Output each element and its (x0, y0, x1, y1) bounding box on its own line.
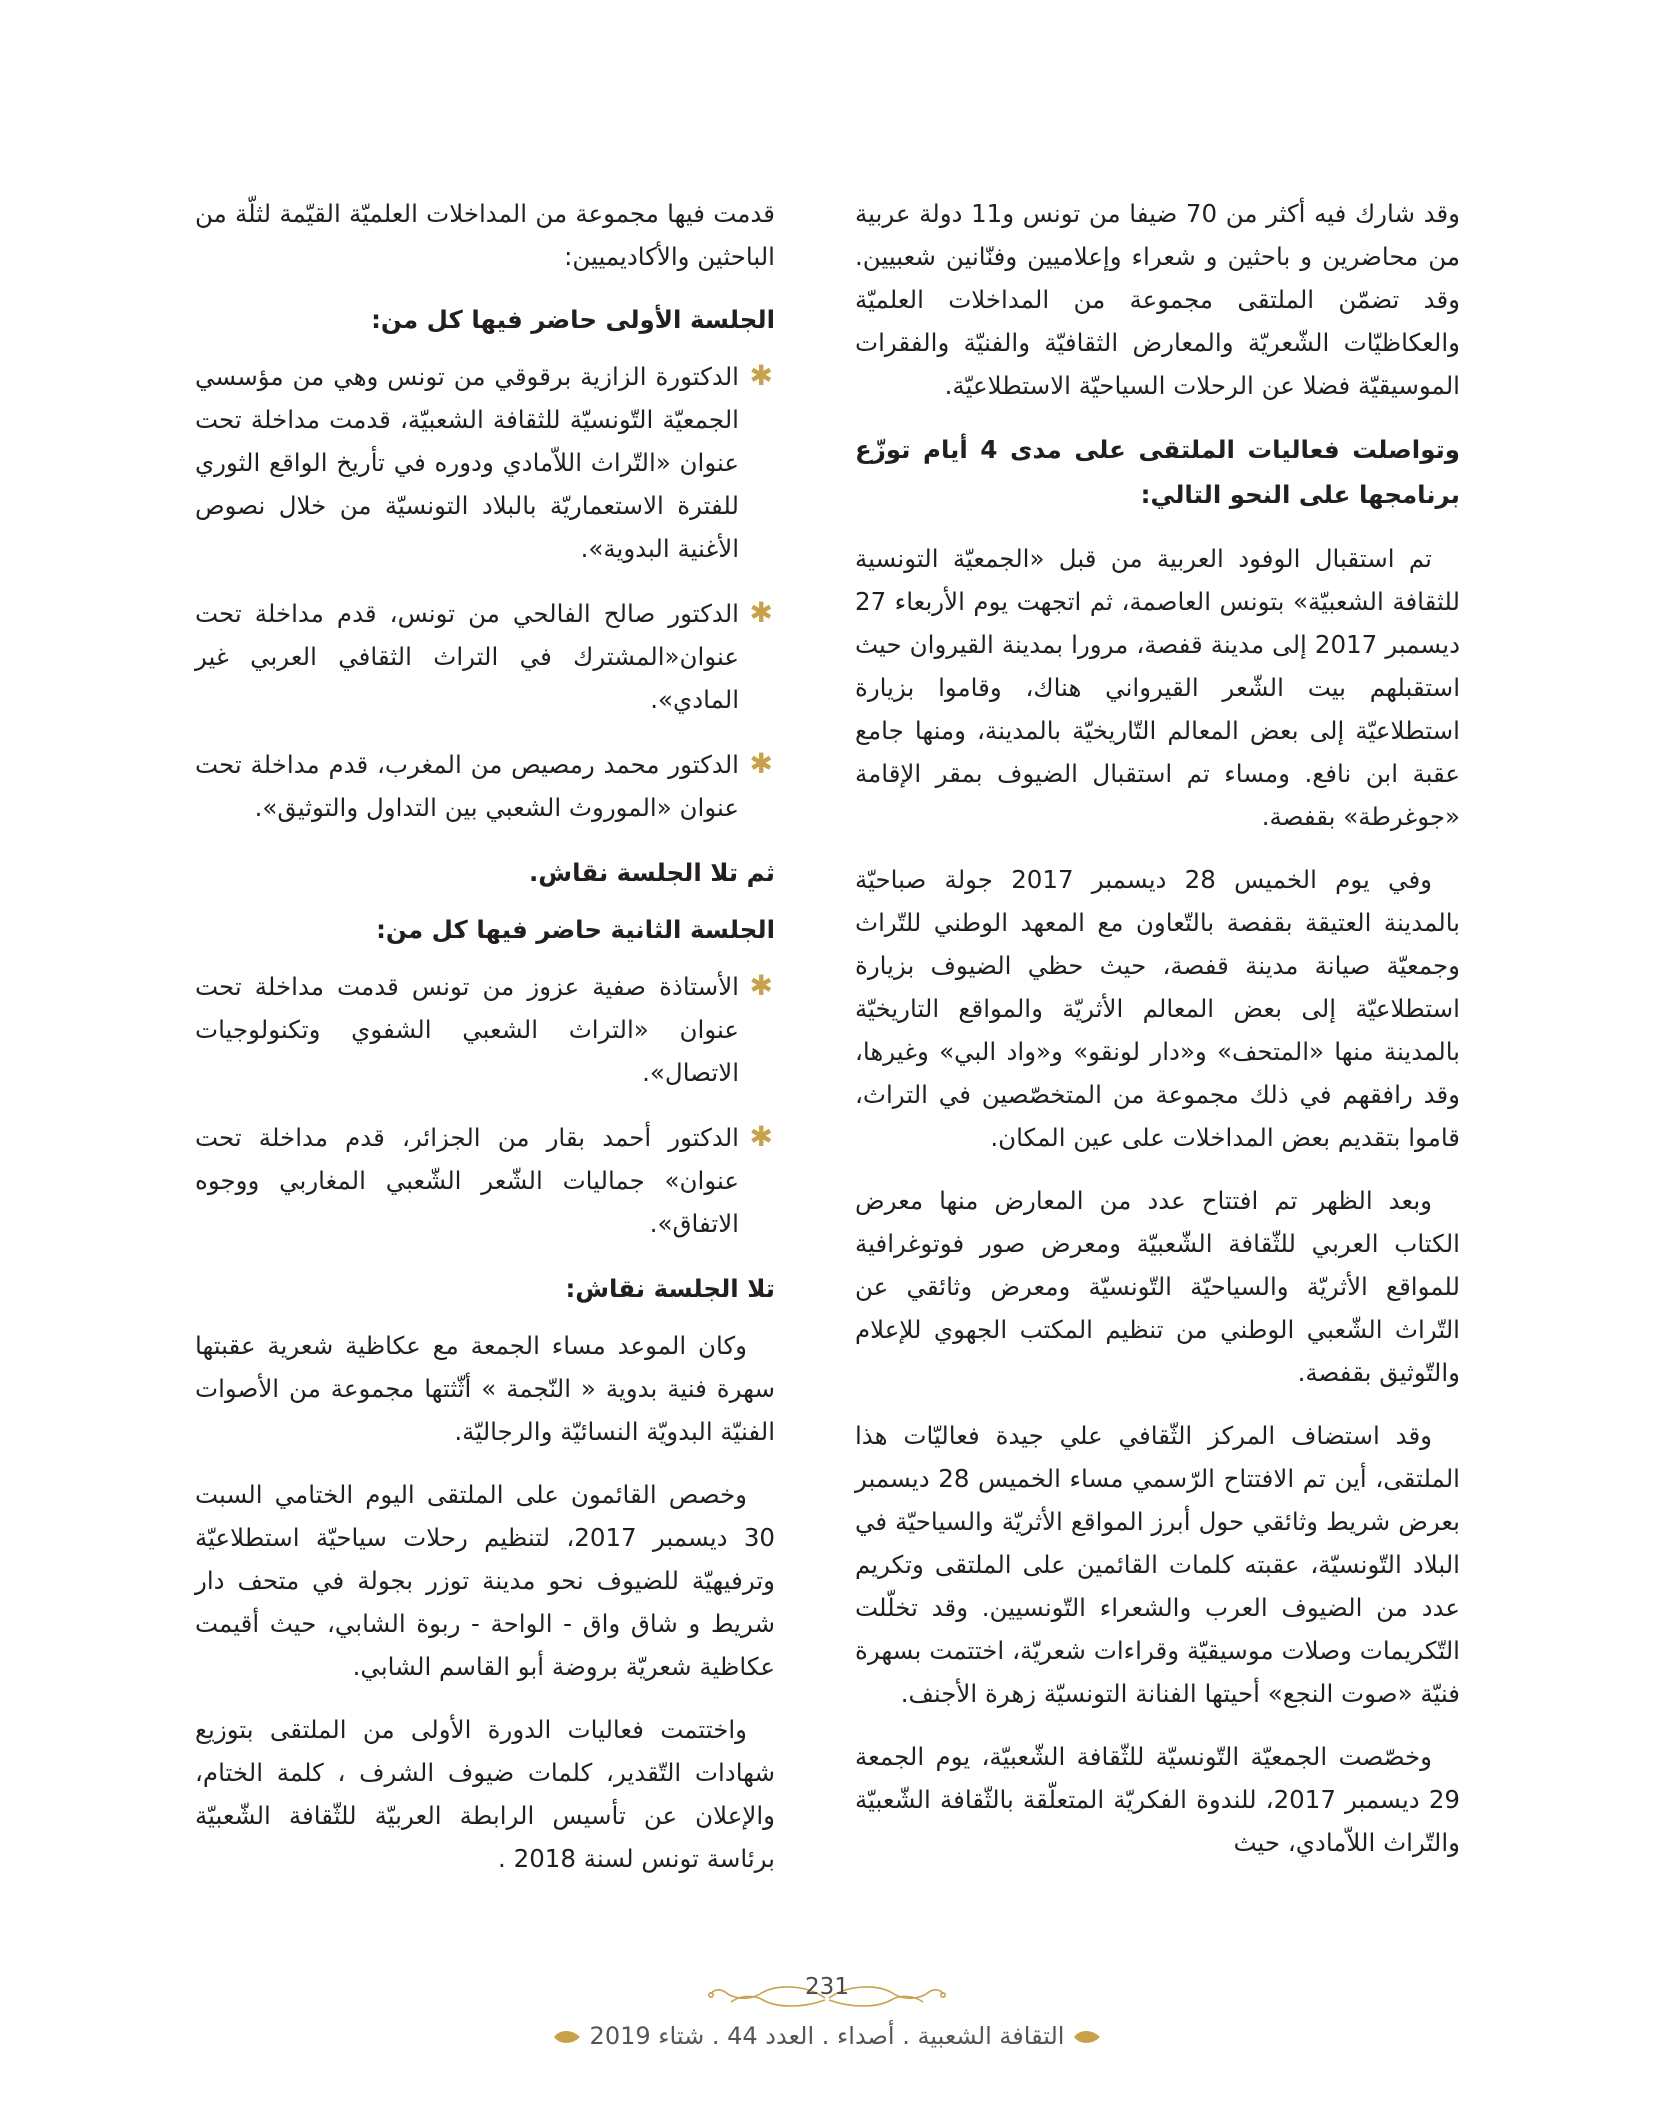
session-one-heading: الجلسة الأولى حاضر فيها كل من: (371, 305, 775, 334)
leaf-ornament-icon (552, 2028, 582, 2046)
page-number: 231 (805, 1974, 849, 2000)
page-footer (0, 1972, 1654, 2082)
session-two-list (195, 965, 775, 1245)
final-day-paragraph: وخصص القائمون على الملتقى اليوم الختامي السبت 30 ديسمبر 2017، لتنظيم رحلات سياحيّة استطلاعيّة وترفيهيّة للضيوف نحو مدينة توزر بجولة في متحف دار شريط و شاق واق - الواحة - ربوة الشابي، حيث أقيمت عكاظية شعريّة بروضة أبو القاسم الشابي. (195, 1480, 775, 1681)
list-item: ✱ الدكتورة الزازية برقوقي من تونس وهي من مؤسسي الجمعيّة التّونسيّة للثقافة الشعبيّة، قدمت مداخلة تحت عنوان «التّراث اللاّمادي ودوره في تأريخ الواقع الثوري للفترة الاستعماريّة بالبلاد التونسيّة من خلال نصوص الأغنية البدوية». (195, 355, 775, 570)
star-bullet-icon: ✱ (749, 747, 773, 780)
list-item: ✱ الدكتور محمد رمصيص من المغرب، قدم مداخلة تحت عنوان «الموروث الشعبي بين التداول والتوثيق». (195, 743, 775, 829)
evening-paragraph: وكان الموعد مساء الجمعة مع عكاظية شعرية عقبتها سهرة فنية بدوية « النّجمة » أثّثتها مجموعة من الأصوات الفنيّة البدويّة النسائيّة والرجاليّة. (195, 1331, 775, 1446)
list-item: ✱ الدكتور صالح الفالحي من تونس، قدم مداخلة تحت عنوان«المشترك في التراث الثقافي العربي غير المادي». (195, 592, 775, 721)
closing-paragraph: واختتمت فعاليات الدورة الأولى من الملتقى بتوزيع شهادات التّقدير، كلمات ضيوف الشرف ، كلمة الختام، والإعلان عن تأسيس الرابطة العربيّة للثّقافة الشّعبيّة برئاسة تونس لسنة 2018 . (195, 1715, 775, 1873)
day-two-paragraph: وفي يوم الخميس 28 ديسمبر 2017 جولة صباحيّة بالمدينة العتيقة بقفصة بالتّعاون مع المعهد الوطني للتّراث وجمعيّة صيانة مدينة قفصة، حيث حظي الضيوف بزيارة استطلاعيّة إلى بعض المعالم الأثريّة والمواقع التاريخيّة بالمدينة منها «المتحف» و«دار لونقو» و«واد البي» وغيرها، وقد رافقهم في ذلك مجموعة من المتخصّصين في التراث، قاموا بتقديم بعض المداخلات على عين المكان. (855, 865, 1460, 1152)
day-three-paragraph: وخصّصت الجمعيّة التّونسيّة للثّقافة الشّعبيّة، يوم الجمعة 29 ديسمبر 2017، للندوة الفكريّة المتعلّقة بالثّقافة الشّعبيّة والتّراث اللاّمادي، حيث (855, 1742, 1460, 1857)
day-one-paragraph: تم استقبال الوفود العربية من قبل «الجمعيّة التونسية للثقافة الشعبيّة» بتونس العاصمة، ثم اتجهت يوم الأربعاء 27 ديسمبر 2017 إلى مدينة قفصة، مرورا بمدينة القيروان حيث استقبلهم بيت الشّعر القيرواني هناك، وقاموا بزيارة استطلاعيّة إلى بعض المعالم التّاريخيّة بالمدينة، ومنها جامع عقبة ابن نافع. ومساء تم استقبال الضيوف بمقر الإقامة «جوغرطة» بقفصة. (855, 544, 1460, 831)
intro-paragraph: وقد شارك فيه أكثر من 70 ضيفا من تونس و11 دولة عربية من محاضرين و باحثين و شعراء وإعلاميين وفنّانين شعبيين. وقد تضمّن الملتقى مجموعة من المداخلات العلميّة والعكاظيّات الشّعريّة والمعارض الثقافيّة والفنيّة والفقرات الموسيقيّة فضلا عن الرحلات السياحيّة الاستطلاعيّة. (855, 199, 1460, 400)
session-two-heading: الجلسة الثانية حاضر فيها كل من: (376, 915, 775, 944)
opening-paragraph: وقد استضاف المركز الثّقافي علي جيدة فعاليّات هذا الملتقى، أين تم الافتتاح الرّسمي مساء الخميس 28 ديسمبر بعرض شريط وثائقي حول أبرز المواقع الأثريّة والسياحيّة في البلاد التّونسيّة، عقبته كلمات القائمين على الملتقى وتكريم عدد من الضيوف العرب والشعراء التّونسيين. وقد تخلّلت التّكريمات وصلات موسيقيّة وقراءات شعريّة، اختتمت بسهرة فنيّة «صوت النجع» أحيتها الفنانة التونسيّة زهرة الأجنف. (855, 1421, 1460, 1708)
star-bullet-icon: ✱ (749, 1120, 773, 1153)
exhibitions-paragraph: وبعد الظهر تم افتتاح عدد من المعارض منها معرض الكتاب العربي للثّقافة الشّعبيّة ومعرض صور فوتوغرافية للمواقع الأثريّة والسياحيّة التّونسيّة ومعرض وثائقي عن التّراث الشّعبي الوطني من تنظيم المكتب الجهوي للإعلام والتّوثيق بقفصة. (855, 1186, 1460, 1387)
leaf-ornament-icon (1072, 2028, 1102, 2046)
session-two-discussion: تلا الجلسة نقاش: (565, 1274, 775, 1303)
symposium-paragraph: قدمت فيها مجموعة من المداخلات العلميّة القيّمة لثلّة من الباحثين والأكاديميين: (195, 199, 775, 271)
left-column (195, 192, 775, 1900)
publication-text: التقافة الشعبية . أصداء . العدد 44 . شتاء 2019 (589, 2022, 1065, 2050)
session-one-discussion: ثم تلا الجلسة نقاش. (529, 858, 775, 887)
star-bullet-icon: ✱ (749, 969, 773, 1002)
publication-line (0, 2016, 1654, 2056)
program-heading: وتواصلت فعاليات الملتقى على مدى 4 أيام توزّع برنامجها على النحو التالي: (855, 435, 1460, 509)
session-one-list (195, 355, 775, 829)
list-item: ✱ الأستاذة صفية عزوز من تونس قدمت مداخلة تحت عنوان «التراث الشعبي الشفوي وتكنولوجيات الاتصال». (195, 965, 775, 1094)
right-column (855, 192, 1460, 1884)
star-bullet-icon: ✱ (749, 359, 773, 392)
list-item: ✱ الدكتور أحمد بقار من الجزائر، قدم مداخلة تحت عنوان» جماليات الشّعر الشّعبي المغاربي ووجوه الاتفاق». (195, 1116, 775, 1245)
star-bullet-icon: ✱ (749, 596, 773, 629)
